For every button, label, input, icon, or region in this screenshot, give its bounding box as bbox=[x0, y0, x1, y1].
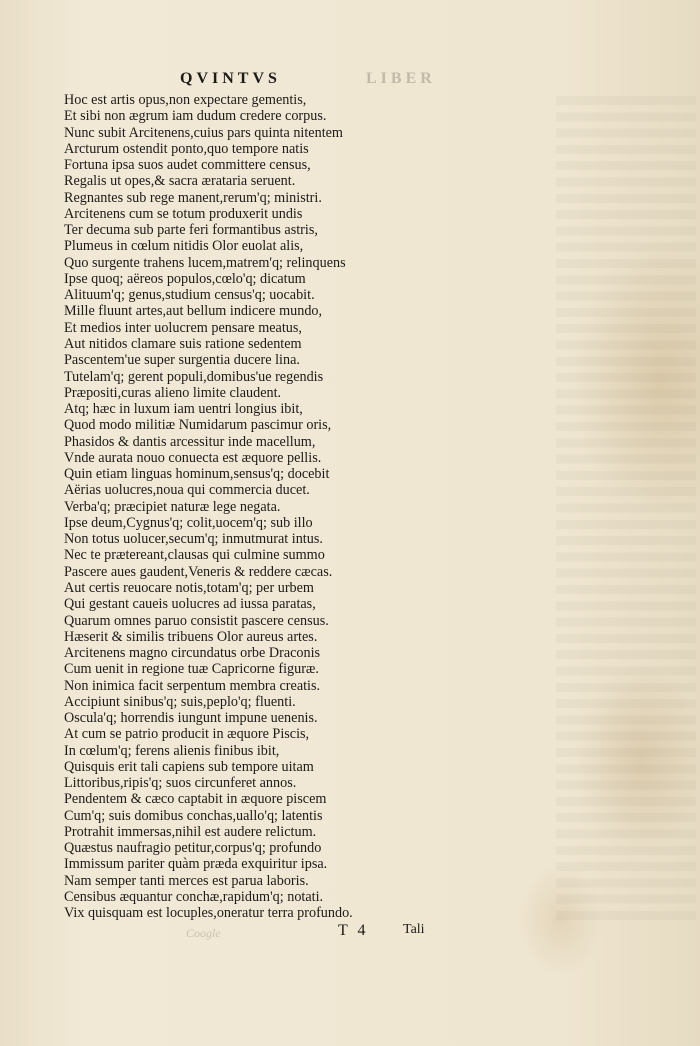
verse-line: Non totus uolucer,secum'q; inmutmurat intus. bbox=[64, 531, 323, 548]
verse-line: Quo surgente trahens lucem,matrem'q; relinquens bbox=[64, 254, 346, 271]
verse-line: Ipse deum,Cygnus'q; colit,uocem'q; sub illo bbox=[64, 514, 313, 531]
verse-line: Quin etiam linguas hominum,sensus'q; docebit bbox=[64, 466, 330, 483]
verse-line: Verba'q; præcipiet naturæ lege negata. bbox=[64, 498, 281, 515]
page-footer bbox=[0, 922, 700, 952]
verse-line: Vix quisquam est locuples,oneratur terra profundo. bbox=[64, 905, 353, 922]
verse-line: Immissum pariter quàm præda exquiritur ipsa. bbox=[64, 856, 328, 873]
verse-line: Mille fluunt artes,aut bellum indicere mundo, bbox=[64, 303, 323, 320]
verse-line: Cum'q; suis domibus conchas,uallo'q; latentis bbox=[64, 807, 323, 824]
verse-line: Censibus æquantur conchæ,rapidum'q; notati. bbox=[64, 889, 324, 906]
verse-line: Arcitenens magno circundatus orbe Draconis bbox=[64, 645, 321, 662]
verse-line: Hæserit & similis tribuens Olor aureus artes. bbox=[64, 628, 318, 645]
verse-line: Aut nitidos clamare suis ratione sedentem bbox=[64, 335, 302, 352]
faded-stamp: Coogle bbox=[186, 926, 221, 940]
verse-line: Aut certis reuocare notis,totam'q; per urbem bbox=[64, 579, 314, 596]
verse-line: Vnde aurata nouo conuecta est æquore pellis. bbox=[64, 449, 322, 466]
verse-block bbox=[64, 92, 494, 922]
show-through-text bbox=[556, 96, 696, 926]
verse-line: Et sibi non ægrum iam dudum credere corpus. bbox=[64, 108, 327, 125]
verse-line: Non inimica facit serpentum membra creatis. bbox=[64, 677, 321, 694]
verse-line: Præpositi,curas alieno limite claudent. bbox=[64, 384, 282, 401]
verse-line: Atq; hæc in luxum iam uentri longius ibit, bbox=[64, 401, 303, 418]
verse-line: Regalis ut opes,& sacra ærataria seruent. bbox=[64, 173, 296, 190]
verse-line: Plumeus in cœlum nitidis Olor euolat alis, bbox=[64, 238, 304, 255]
verse-line: Quod modo militiæ Numidarum pascimur oris, bbox=[64, 417, 332, 434]
running-head bbox=[180, 70, 540, 94]
verse-line: Fortuna ipsa suos audet committere census, bbox=[64, 157, 311, 174]
verse-line: Quarum omnes paruo consistit pascere census. bbox=[64, 612, 329, 629]
verse-line: Alituum'q; genus,studium census'q; uocabit. bbox=[64, 287, 315, 304]
verse-line: Et medios inter uolucrem pensare meatus, bbox=[64, 319, 302, 336]
verse-line: Pendentem & cæco captabit in æquore piscem bbox=[64, 791, 327, 808]
verse-line: Cum uenit in regione tuæ Capricorne figuræ. bbox=[64, 661, 319, 678]
verse-line: Qui gestant caueis uolucres ad iussa paratas, bbox=[64, 596, 316, 613]
verse-line: Pascentem'ue super surgentia ducere lina. bbox=[64, 352, 300, 369]
verse-line: Nam semper tanti merces est parua laboris. bbox=[64, 872, 309, 889]
verse-line: Arcitenens cum se totum produxerit undis bbox=[64, 205, 303, 222]
verse-line: Quisquis erit tali capiens sub tempore uitam bbox=[64, 758, 314, 775]
signature-mark: T 4 bbox=[338, 922, 369, 939]
verse-line: Pascere aues gaudent,Veneris & reddere cæcas. bbox=[64, 563, 333, 580]
verse-line: Ter decuma sub parte feri formantibus astris, bbox=[64, 222, 318, 239]
verse-line: Littoribus,ripis'q; suos circunferet annos. bbox=[64, 775, 297, 792]
running-head-show-through: LIBER bbox=[366, 70, 436, 87]
verse-line: Arcturum ostendit ponto,quo tempore natis bbox=[64, 140, 309, 157]
verse-line: Tutelam'q; gerent populi,domibus'ue regendis bbox=[64, 368, 324, 385]
verse-line: Hoc est artis opus,non expectare gementis, bbox=[64, 92, 307, 108]
verse-line: Quæstus naufragio petitur,corpus'q; profundo bbox=[64, 840, 322, 857]
verse-line: Accipiunt sinibus'q; suis,peplo'q; fluenti. bbox=[64, 693, 296, 710]
verse-line: Nunc subit Arcitenens,cuius pars quinta nitentem bbox=[64, 124, 343, 141]
verse-line: At cum se patrio producit in æquore Piscis, bbox=[64, 726, 310, 743]
verse-line: Protrahit immersas,nihil est audere relictum. bbox=[64, 823, 317, 840]
verse-line: Oscula'q; horrendis iungunt impune uenenis. bbox=[64, 710, 318, 727]
verse-line: Regnantes sub rege manent,rerum'q; ministri. bbox=[64, 189, 322, 206]
verse-line: Phasidos & dantis arcessitur inde macellum, bbox=[64, 433, 316, 450]
verse-line: Aërias uolucres,noua qui commercia ducet. bbox=[64, 482, 310, 499]
verse-line: Ipse quoq; aëreos populos,cœlo'q; dicatum bbox=[64, 270, 306, 287]
running-head-title: QVINTVS bbox=[180, 70, 281, 87]
verse-line: Nec te prætereant,clausas qui culmine summo bbox=[64, 547, 325, 564]
verse-line: In cœlum'q; ferens alienis finibus ibit, bbox=[64, 742, 280, 759]
catchword: Tali bbox=[403, 922, 425, 937]
